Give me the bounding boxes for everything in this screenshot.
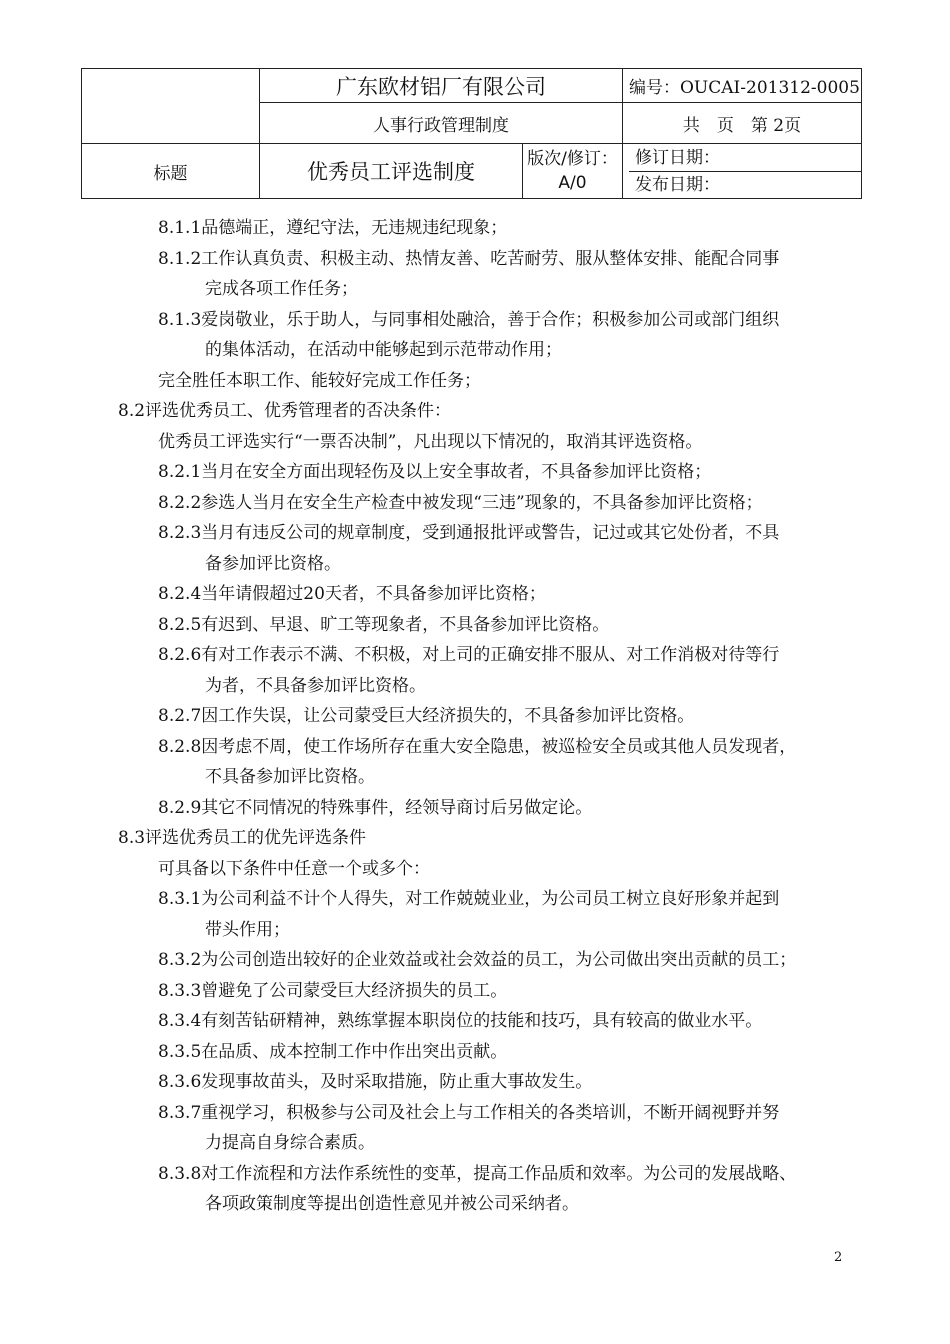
page-info: 共 页 第 2页 bbox=[623, 103, 862, 144]
company-name: 广东欧材铝厂有限公司 bbox=[260, 69, 623, 103]
logo-cell bbox=[82, 69, 260, 144]
paragraph-line: 8.3.1为公司利益不计个人得失，对工作兢兢业业，为公司员工树立良好形象并起到 bbox=[158, 889, 780, 909]
paragraph-line: 8.2.7因工作失误，让公司蒙受巨大经济损失的，不具备参加评比资格。 bbox=[158, 706, 695, 726]
paragraph-line: 8.2.9其它不同情况的特殊事件，经领导商讨后另做定论。 bbox=[158, 797, 593, 818]
paragraph-line: 8.3.2为公司创造出较好的企业效益或社会效益的员工，为公司做出突出贡献的员工； bbox=[158, 950, 797, 970]
revise-date: 修订日期： bbox=[635, 147, 720, 168]
document-title: 优秀员工评选制度 bbox=[260, 144, 523, 199]
paragraph-line: 不具备参加评比资格。 bbox=[205, 767, 375, 787]
paragraph-line: 带头作用； bbox=[205, 919, 290, 940]
paragraph-line: 8.2.4当年请假超过20天者，不具备参加评比资格； bbox=[158, 584, 546, 604]
paragraph-line: 8.1.3爱岗敬业，乐于助人，与同事相处融洽，善于合作；积极参加公司或部门组织 bbox=[158, 309, 780, 330]
paragraph-line: 各项政策制度等提出创造性意见并被公司采纳者。 bbox=[205, 1194, 579, 1214]
paragraph-line: 8.3.7重视学习，积极参与公司及社会上与工作相关的各类培训，不断开阔视野并努 bbox=[158, 1102, 780, 1123]
title-label: 标题 bbox=[82, 144, 260, 199]
paragraph-line: 8.2评选优秀员工、优秀管理者的否决条件： bbox=[118, 401, 452, 421]
page-number: 2 bbox=[834, 1250, 843, 1265]
paragraph-line: 备参加评比资格。 bbox=[205, 553, 341, 574]
document-header-table bbox=[81, 68, 862, 199]
paragraph-line: 8.3.4有刻苦钻研精神，熟练掌握本职岗位的技能和技巧，具有较高的做业水平。 bbox=[158, 1011, 763, 1031]
paragraph-line: 8.3.6发现事故苗头，及时采取措施，防止重大事故发生。 bbox=[158, 1072, 593, 1092]
paragraph-line: 力提高自身综合素质。 bbox=[205, 1133, 375, 1153]
paragraph-line: 8.2.2参选人当月在安全生产检查中被发现“三违”现象的，不具备参加评比资格； bbox=[158, 492, 763, 513]
version-cell bbox=[523, 144, 623, 199]
paragraph-line: 可具备以下条件中任意一个或多个： bbox=[158, 858, 430, 879]
version-value: A/0 bbox=[558, 173, 587, 193]
document-code: 编号：OUCAI-201312-0005 bbox=[623, 69, 862, 103]
paragraph-line: 8.2.6有对工作表示不满、不积极，对上司的正确安排不服从、对工作消极对待等行 bbox=[158, 645, 780, 665]
publish-date: 发布日期： bbox=[629, 171, 861, 198]
document-category: 人事行政管理制度 bbox=[260, 103, 623, 144]
paragraph-line: 完全胜任本职工作、能较好完成工作任务； bbox=[158, 370, 481, 391]
paragraph-line: 完成各项工作任务； bbox=[205, 279, 358, 299]
paragraph-line: 8.1.1品德端正，遵纪守法，无违规违纪现象； bbox=[158, 218, 508, 238]
paragraph-line: 优秀员工评选实行“一票否决制”，凡出现以下情况的，取消其评选资格。 bbox=[158, 431, 703, 452]
paragraph-line: 8.3评选优秀员工的优先评选条件 bbox=[118, 828, 367, 848]
paragraph-line: 8.3.8对工作流程和方法作系统性的变革，提高工作品质和效率。为公司的发展战略、 bbox=[158, 1163, 797, 1184]
paragraph-line: 8.1.2工作认真负责、积极主动、热情友善、吃苦耐劳、服从整体安排、能配合同事 bbox=[158, 248, 780, 269]
paragraph-line: 8.2.5有迟到、早退、旷工等现象者，不具备参加评比资格。 bbox=[158, 614, 610, 635]
paragraph-line: 为者，不具备参加评比资格。 bbox=[205, 675, 426, 696]
paragraph-line: 8.2.1当月在安全方面出现轻伤及以上安全事故者，不具备参加评比资格； bbox=[158, 462, 712, 482]
paragraph-line: 的集体活动，在活动中能够起到示范带动作用； bbox=[205, 340, 562, 360]
paragraph-line: 8.2.3当月有违反公司的规章制度，受到通报批评或警告，记过或其它处份者，不具 bbox=[158, 523, 780, 543]
paragraph-line: 8.2.8因考虑不周，使工作场所存在重大安全隐患，被巡检安全员或其他人员发现者， bbox=[158, 736, 797, 757]
paragraph-line: 8.3.5在品质、成本控制工作中作出突出贡献。 bbox=[158, 1041, 508, 1062]
paragraph-line: 8.3.3曾避免了公司蒙受巨大经济损失的员工。 bbox=[158, 980, 508, 1001]
date-cell bbox=[623, 144, 862, 199]
version-label: 版次/修订： bbox=[527, 149, 618, 169]
